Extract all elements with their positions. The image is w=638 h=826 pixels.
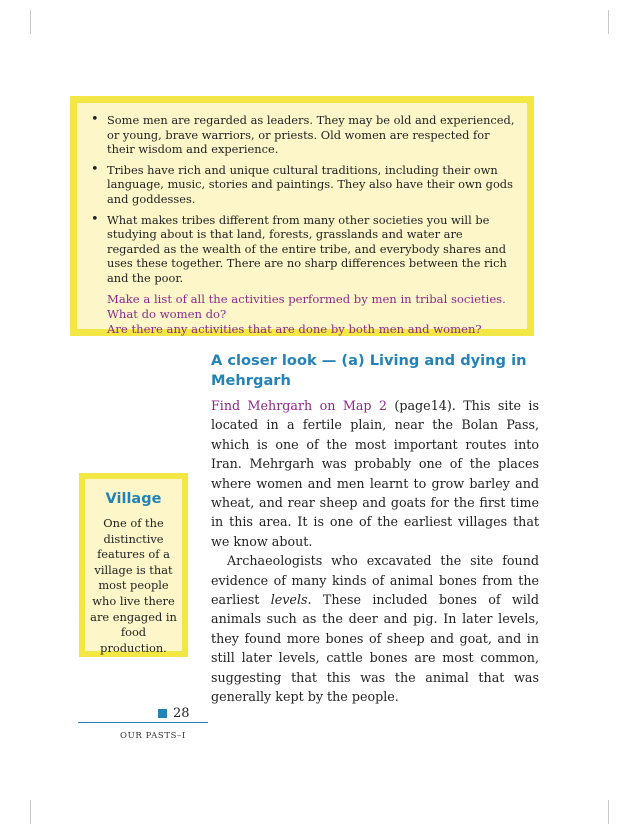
paragraph: Find Mehrgarh on Map 2 (page14). This site is located in a fertile plain, near the Bolan Pass, which is one of the most important routes into Iran. Mehrgarh was probably one of the places where women and men learnt to grow barley and wheat, and rear sheep and goats for the first time in this area. It is one of the earliest villages that we know about.	[211, 398, 539, 549]
book-footer: OUR PASTS–I	[120, 731, 186, 741]
page-number: 28	[158, 706, 190, 721]
activity-question: What do women do?	[107, 306, 227, 321]
crop-mark-top-right	[608, 10, 609, 34]
list-item: • Tribes have rich and unique cultural traditions, including their own language, music, stories and paintings. They also have their own gods and goddesses.	[91, 161, 513, 206]
tribes-bullet-list	[77, 103, 527, 286]
section-heading: A closer look — (a) Living and dying in Mehrgarh	[211, 352, 527, 389]
section-body	[211, 396, 539, 707]
activity-question: Are there any activities that are done by both men and women?	[107, 321, 482, 336]
paragraph: Archaeologists who excavated the site found evidence of many kinds of animal bones from the earliest levels. These included bones of wild animals such as the deer and pig. In later levels, they found more bones of sheep and goat, and in still later levels, cattle bones are most common, suggesting that this was the animal that was generally kept by the people.	[211, 553, 540, 705]
tribes-info-box	[70, 96, 534, 336]
find-on-map-prompt: Find Mehrgarh on Map 2	[211, 398, 388, 413]
list-item: • Some men are regarded as leaders. They may be old and experienced, or young, brave warriors, or priests. Old women are respected for their wisdom and experience.	[91, 112, 515, 157]
crop-mark-bottom-right	[608, 800, 609, 824]
village-definition: One of the distinctive features of a village is that most people who live there are engaged in food production.	[90, 516, 177, 655]
footer-rule	[78, 722, 208, 723]
bullet-icon: •	[91, 112, 99, 127]
bullet-icon: •	[91, 161, 99, 177]
levels-term: levels	[270, 592, 308, 608]
activity-question: Make a list of all the activities performed by men in tribal societies.	[107, 291, 506, 306]
village-definition-box	[79, 473, 188, 657]
square-marker-icon	[158, 709, 167, 718]
list-item: • What makes tribes different from many other societies you will be studying about is that land, forests, grasslands and water are regarded as the wealth of the entire tribe, and everybody shares and uses these together. There are no sharp differences between the rich and the poor.	[91, 211, 507, 285]
crop-mark-bottom-left	[30, 800, 31, 824]
bullet-icon: •	[91, 211, 99, 227]
crop-mark-top-left	[30, 10, 31, 34]
village-title: Village	[105, 491, 162, 507]
